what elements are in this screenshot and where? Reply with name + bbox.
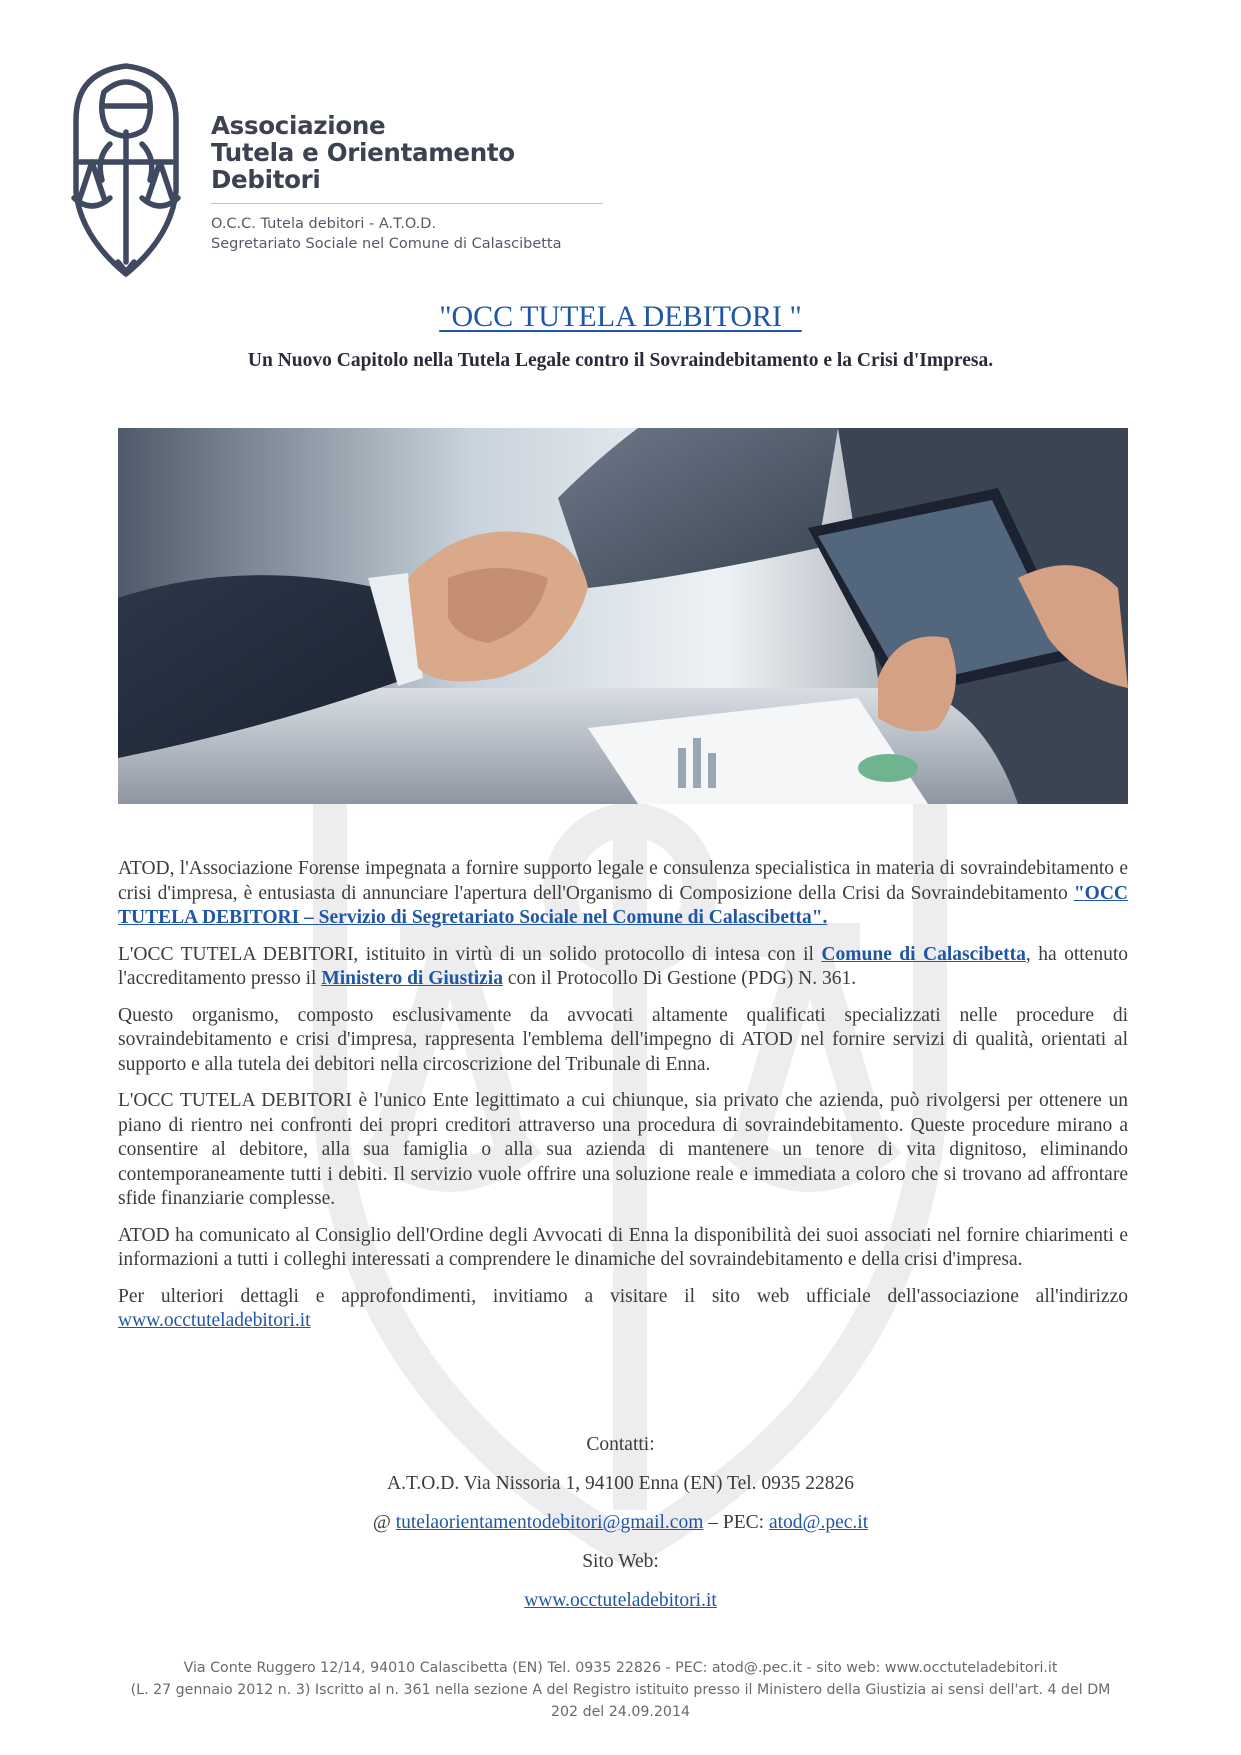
paragraph-2-text-c: con il Protocollo Di Gestione (PDG) N. 361. xyxy=(502,968,857,989)
paragraph-1-text: ATOD, l'Associazione Forense impegnata a fornire supporto legale e consulenza specialistica in materia di sovraindebitamento e crisi d'impresa, è entusiasta di annunciare l'apertura dell'Organismo di Composizione della Crisi da Sovraindebitamento xyxy=(118,858,1128,904)
handshake-photo xyxy=(118,428,1128,804)
email-link[interactable]: tutelaorientamentodebitori@gmail.com xyxy=(395,1512,704,1533)
footer-line2: (L. 27 gennaio 2012 n. 3) Iscritto al n. 361 nella sezione A del Registro istituito presso il Ministero della Giustizia ai sensi dell'art. 4 del DM xyxy=(130,1682,1111,1698)
website-link[interactable]: www.occtuteladebitori.it xyxy=(524,1590,717,1611)
paragraph-1 xyxy=(118,857,1128,931)
paragraph-2 xyxy=(118,943,1128,992)
site-line xyxy=(0,1581,1241,1620)
paragraph-6-text: Per ulteriori dettagli e approfondimenti, invitiamo a visitare il sito web ufficiale dell'associazione all'indirizzo xyxy=(118,1285,1128,1307)
pec-label: – PEC: xyxy=(703,1512,769,1533)
occ-service-link[interactable]: "OCC TUTELA DEBITORI – Servizio di Segretariato Sociale nel Comune di Calascibetta". xyxy=(118,882,1128,928)
document-subtitle: Un Nuovo Capitolo nella Tutela Legale contro il Sovraindebitamento e la Crisi d'Impresa. xyxy=(247,350,994,371)
ministero-giustizia-link[interactable]: Ministero di Giustizia xyxy=(321,968,503,989)
page-footer xyxy=(70,1657,1171,1723)
logo-name-line3: Debitori xyxy=(211,165,321,194)
lady-justice-emblem xyxy=(66,62,186,277)
body-text xyxy=(118,857,1128,1346)
logo-name-line1: Associazione xyxy=(211,111,386,140)
contacts-address: A.T.O.D. Via Nissoria 1, 94100 Enna (EN) Tel. 0935 22826 xyxy=(386,1473,855,1494)
comune-calascibetta-link[interactable]: Comune di Calascibetta xyxy=(821,943,1026,965)
website-link-inline[interactable]: www.occtuteladebitori.it xyxy=(118,1310,311,1331)
paragraph-4: L'OCC TUTELA DEBITORI è l'unico Ente legittimato a cui chiunque, sia privato che azienda, può rivolgersi per ottenere un piano di rientro nei confronti dei propri creditori attraverso una procedura di sovraindebitamento. Queste procedure mirano a consentire al debitore, alla sua famiglia o alla sua azienda di mantenere un tenore di vita dignitoso, eliminando contemporaneamente tutti i debiti. Il servizio vuole offrire una soluzione reale e immediata a coloro che si trovano ad affrontare sfide finanziarie complesse. xyxy=(118,1090,1128,1209)
logo-subline1: O.C.C. Tutela debitori - A.T.O.D. xyxy=(211,216,437,232)
pec-link[interactable]: atod@.pec.it xyxy=(768,1512,869,1533)
at-symbol: @ xyxy=(372,1512,391,1533)
logo-divider xyxy=(211,203,603,204)
footer-line3: 202 del 24.09.2014 xyxy=(550,1704,690,1720)
paragraph-2-text-b: , ha ottenuto l'accreditamento presso il xyxy=(118,943,1128,989)
document-title-container xyxy=(0,300,1241,334)
contacts-email-line xyxy=(0,1503,1241,1542)
logo-subline2: Segretariato Sociale nel Comune di Calascibetta xyxy=(211,236,562,252)
paragraph-2-text-a: L'OCC TUTELA DEBITORI, istituito in virtù di un solido protocollo di intesa con il xyxy=(118,943,822,965)
footer-line1: Via Conte Ruggero 12/14, 94010 Calascibetta (EN) Tel. 0935 22826 - PEC: atod@.pec.it - sito web: www.occtuteladebitori.it xyxy=(183,1660,1058,1676)
site-label: Sito Web: xyxy=(582,1551,659,1572)
paragraph-6 xyxy=(118,1285,1128,1334)
paragraph-5: ATOD ha comunicato al Consiglio dell'Ordine degli Avvocati di Enna la disponibilità dei suoi associati nel fornire chiarimenti e informazioni a tutti i colleghi interessati a comprendere le dinamiche del sovraindebitamento e della crisi d'impresa. xyxy=(118,1224,1128,1270)
document-title-link[interactable]: "OCC TUTELA DEBITORI " xyxy=(439,300,802,333)
contacts-block xyxy=(0,1425,1241,1620)
logo-name-line2: Tutela e Orientamento xyxy=(211,138,515,167)
contacts-heading: Contatti: xyxy=(586,1434,655,1455)
logo-text xyxy=(211,112,603,254)
paragraph-3: Questo organismo, composto esclusivamente da avvocati altamente qualificati specializzati nelle procedure di sovraindebitamento e crisi d'impresa, rappresenta l'emblema dell'impegno di ATOD nel fornire servizi di qualità, orientati al supporto e alla tutela dei debitori nella circoscrizione del Tribunale di Enna. xyxy=(118,1004,1128,1075)
